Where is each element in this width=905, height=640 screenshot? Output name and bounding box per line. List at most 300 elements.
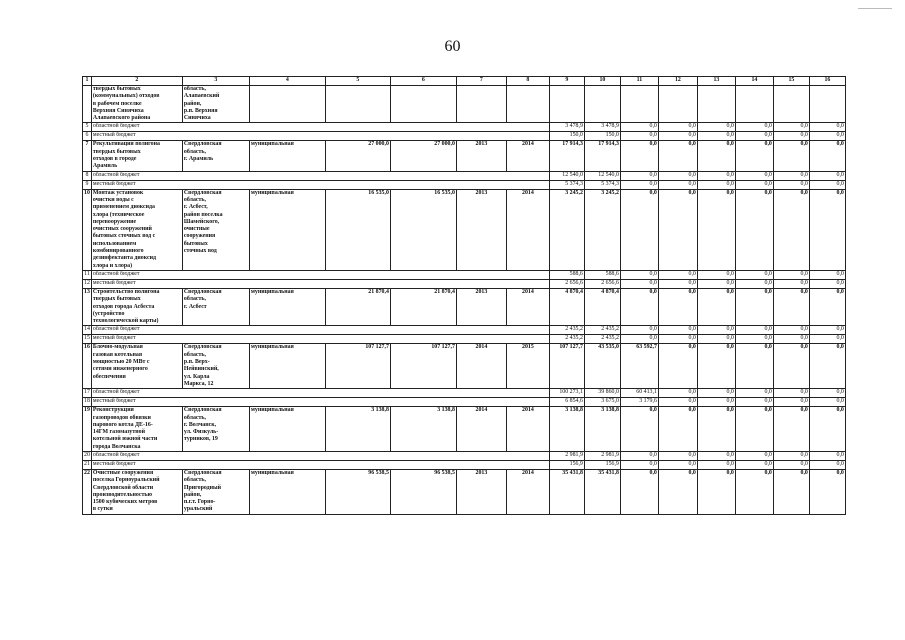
amount-cell: 0,0 xyxy=(697,180,735,189)
amount-cell: 0,0 xyxy=(773,189,809,270)
amount-cell: 0,0 xyxy=(735,171,773,180)
project-name-line: хлора (техническое xyxy=(92,211,145,218)
amount-cell: 0,0 xyxy=(735,270,773,279)
project-name-line: парового котла ДЕ-16- xyxy=(92,421,153,428)
amount-cell: 0,0 xyxy=(658,335,697,344)
amount-cell: 6 854,6 xyxy=(549,398,584,407)
amount-cell xyxy=(809,86,845,123)
amount-cell: 5 374,3 xyxy=(584,180,620,189)
amount-cell: 2 435,2 xyxy=(549,326,584,335)
header-cell: 10 xyxy=(584,77,620,86)
header-cell: 7 xyxy=(456,77,506,86)
amount-cell: 5 374,3 xyxy=(549,180,584,189)
amount-cell: 0,0 xyxy=(697,326,735,335)
amount-cell: 0,0 xyxy=(809,335,845,344)
amount-cell: 156,9 xyxy=(584,460,620,469)
amount-cell: 0,0 xyxy=(658,344,697,389)
amount-cell: 0,0 xyxy=(620,270,658,279)
location-line: г. Асбест, xyxy=(183,204,208,211)
budget-source-cell: областной бюджет xyxy=(91,171,549,180)
location-line: Пригородный xyxy=(183,484,222,491)
row-number-cell: 7 xyxy=(83,141,92,171)
budget-row xyxy=(83,398,846,407)
amount-cell: 0,0 xyxy=(809,407,845,452)
amount-cell: 0,0 xyxy=(773,123,809,132)
row-number-cell: 19 xyxy=(83,407,92,452)
amount-cell: 0,0 xyxy=(620,407,658,452)
ownership-cell: муниципальная xyxy=(249,189,325,270)
amount-cell: 0,0 xyxy=(735,469,773,514)
location-line: Свердловская xyxy=(183,407,222,414)
amount-cell: 0,0 xyxy=(658,279,697,288)
project-name-line: твердых бытовых xyxy=(92,86,141,92)
location-line: сооружения xyxy=(183,233,216,240)
amount-cell: 12 540,0 xyxy=(549,171,584,180)
ownership-cell: муниципальная xyxy=(249,407,325,452)
budget-source-cell: областной бюджет xyxy=(91,389,549,398)
amount-cell: 0,0 xyxy=(620,335,658,344)
amount-cell: 60 413,1 xyxy=(620,389,658,398)
amount-cell xyxy=(773,86,809,123)
amount-cell: 0,0 xyxy=(658,326,697,335)
amount-cell: 2 656,6 xyxy=(549,279,584,288)
amount-cell: 0,0 xyxy=(735,189,773,270)
amount-cell: 0,0 xyxy=(697,171,735,180)
amount-cell: 0,0 xyxy=(697,270,735,279)
row-number-cell xyxy=(83,86,92,123)
estimated-cost-cell: 16 535,0 xyxy=(325,189,390,270)
header-row xyxy=(83,77,846,86)
project-name-line: Очистные сооружения xyxy=(92,469,154,476)
project-name-line: (коммунальных) отходов xyxy=(92,93,160,100)
amount-cell xyxy=(697,86,735,123)
amount-cell: 150,0 xyxy=(584,132,620,141)
project-row xyxy=(83,288,846,325)
project-name-line: газовая котельная xyxy=(92,351,143,358)
top-rule xyxy=(858,8,892,9)
location-cell xyxy=(182,407,249,452)
amount-cell: 0,0 xyxy=(735,326,773,335)
budget-source-cell: местный бюджет xyxy=(91,132,549,141)
row-number-cell: 14 xyxy=(83,326,92,335)
header-cell: 13 xyxy=(697,77,735,86)
amount-cell: 35 431,8 xyxy=(549,469,584,514)
amount-cell: 2 435,2 xyxy=(584,326,620,335)
amount-cell: 150,0 xyxy=(549,132,584,141)
start-year-cell: 2013 xyxy=(456,141,506,171)
amount-cell: 0,0 xyxy=(735,141,773,171)
row-number-cell: 17 xyxy=(83,389,92,398)
amount-cell: 0,0 xyxy=(697,141,735,171)
project-name-line: 1500 кубических метров xyxy=(92,499,158,506)
location-line: Свердловская xyxy=(183,141,222,148)
row-number-cell: 10 xyxy=(83,189,92,270)
amount-cell: 0,0 xyxy=(809,469,845,514)
location-cell xyxy=(182,344,249,389)
project-name-line: Монтаж установок xyxy=(92,189,144,196)
location-cell xyxy=(182,141,249,171)
amount-cell: 17 914,3 xyxy=(584,141,620,171)
amount-cell: 0,0 xyxy=(697,469,735,514)
location-line: бытовых xyxy=(183,240,208,247)
ownership-cell: муниципальная xyxy=(249,344,325,389)
amount-cell: 0,0 xyxy=(809,288,845,325)
project-name-cell xyxy=(91,469,182,514)
amount-cell: 0,0 xyxy=(697,398,735,407)
amount-cell: 0,0 xyxy=(697,344,735,389)
location-line: р.п. Верхняя xyxy=(183,107,218,114)
amount-cell: 0,0 xyxy=(809,326,845,335)
amount-cell: 0,0 xyxy=(658,460,697,469)
ownership-cell: муниципальная xyxy=(249,141,325,171)
budget-source-cell: местный бюджет xyxy=(91,460,549,469)
amount-cell: 0,0 xyxy=(735,398,773,407)
budget-row xyxy=(83,279,846,288)
location-line: р.п. Верх- xyxy=(183,359,210,366)
amount-cell: 0,0 xyxy=(697,335,735,344)
location-line: ул. Карла xyxy=(183,373,210,380)
location-line: Свердловская xyxy=(183,288,222,295)
location-line: ул. Физкуль- xyxy=(183,429,219,436)
amount-cell: 3 675,0 xyxy=(584,398,620,407)
amount-cell: 4 870,4 xyxy=(584,288,620,325)
budget-row xyxy=(83,335,846,344)
location-line: г. Арамиль xyxy=(183,156,214,163)
project-name-line: Рекультивация полигона xyxy=(92,141,160,148)
amount-cell: 0,0 xyxy=(620,132,658,141)
page-number: 60 xyxy=(444,38,461,55)
start-year-cell: 2013 xyxy=(456,469,506,514)
location-line: район, xyxy=(183,100,202,107)
budget-source-cell: областной бюджет xyxy=(91,270,549,279)
remaining-cost-cell: 107 127,7 xyxy=(390,344,456,389)
start-year-cell: 2013 xyxy=(456,189,506,270)
project-name-line: твердых бытовых xyxy=(92,296,141,303)
estimated-cost-cell: 21 870,4 xyxy=(325,288,390,325)
ownership-cell: муниципальная xyxy=(249,469,325,514)
project-name-line: Арамиль xyxy=(92,163,118,170)
amount-cell: 0,0 xyxy=(658,389,697,398)
header-cell: 1 xyxy=(83,77,92,86)
amount-cell: 0,0 xyxy=(773,326,809,335)
budget-row xyxy=(83,270,846,279)
budget-row xyxy=(83,451,846,460)
location-cell xyxy=(182,189,249,270)
amount-cell: 0,0 xyxy=(809,398,845,407)
amount-cell: 0,0 xyxy=(809,270,845,279)
amount-cell xyxy=(620,86,658,123)
project-name-line: 14ГМ газомазутной xyxy=(92,429,146,436)
project-name-line: поселка Горноуральский xyxy=(92,477,160,484)
amount-cell: 588,6 xyxy=(549,270,584,279)
row-number-cell: 21 xyxy=(83,460,92,469)
project-name-line: очистки воды с xyxy=(92,196,134,203)
location-line: сточных вод xyxy=(183,248,217,255)
amount-cell: 0,0 xyxy=(809,279,845,288)
project-name-line: котельной южной части xyxy=(92,436,158,443)
amount-cell: 0,0 xyxy=(809,171,845,180)
project-name-line: очистных сооружений xyxy=(92,226,152,233)
row-number-cell: 22 xyxy=(83,469,92,514)
amount-cell: 0,0 xyxy=(697,123,735,132)
amount-cell: 0,0 xyxy=(773,279,809,288)
location-line: Свердловская xyxy=(183,344,222,351)
start-year-cell: 2013 xyxy=(456,288,506,325)
location-line: область, xyxy=(183,86,206,92)
budget-source-cell: областной бюджет xyxy=(91,123,549,132)
header-cell: 11 xyxy=(620,77,658,86)
budget-row xyxy=(83,180,846,189)
amount-cell: 0,0 xyxy=(658,189,697,270)
project-name-line: (устройство xyxy=(92,310,125,317)
end-year-cell xyxy=(506,86,549,123)
amount-cell: 588,6 xyxy=(584,270,620,279)
project-name-line: отходов в городе xyxy=(92,156,137,163)
amount-cell xyxy=(658,86,697,123)
budget-source-cell: местный бюджет xyxy=(91,180,549,189)
row-number-cell: 15 xyxy=(83,335,92,344)
project-name-line: применением диоксида xyxy=(92,204,155,211)
ownership-cell xyxy=(249,86,325,123)
amount-cell: 0,0 xyxy=(620,469,658,514)
budget-row xyxy=(83,171,846,180)
amount-cell: 3 245,2 xyxy=(549,189,584,270)
project-row xyxy=(83,344,846,389)
project-name-line: Верхняя Синячиха xyxy=(92,107,144,114)
end-year-cell: 2014 xyxy=(506,469,549,514)
budget-source-cell: местный бюджет xyxy=(91,398,549,407)
budget-row xyxy=(83,460,846,469)
budget-source-cell: областной бюджет xyxy=(91,326,549,335)
amount-cell: 17 914,3 xyxy=(549,141,584,171)
amount-cell: 0,0 xyxy=(658,288,697,325)
amount-cell: 0,0 xyxy=(809,451,845,460)
amount-cell: 0,0 xyxy=(735,123,773,132)
remaining-cost-cell: 16 535,0 xyxy=(390,189,456,270)
row-number-cell: 12 xyxy=(83,279,92,288)
amount-cell: 3 138,8 xyxy=(584,407,620,452)
amount-cell: 0,0 xyxy=(773,141,809,171)
amount-cell: 0,0 xyxy=(809,180,845,189)
remaining-cost-cell: 96 538,5 xyxy=(390,469,456,514)
project-name-cell xyxy=(91,189,182,270)
location-line: г. Волчанск, xyxy=(183,421,217,428)
project-name-line: бытовых сточных вод с xyxy=(92,233,156,240)
location-line: район, xyxy=(183,491,202,498)
location-line: область, xyxy=(183,351,206,358)
row-number-cell: 11 xyxy=(83,270,92,279)
header-cell: 8 xyxy=(506,77,549,86)
project-name-line: твердых бытовых xyxy=(92,148,141,155)
data-table xyxy=(82,76,846,515)
budget-row xyxy=(83,132,846,141)
amount-cell: 100 273,1 xyxy=(549,389,584,398)
header-cell: 4 xyxy=(249,77,325,86)
amount-cell: 0,0 xyxy=(773,389,809,398)
project-row xyxy=(83,189,846,270)
row-number-cell: 20 xyxy=(83,451,92,460)
amount-cell: 0,0 xyxy=(773,344,809,389)
project-row xyxy=(83,86,846,123)
location-line: область, xyxy=(183,414,206,421)
amount-cell: 0,0 xyxy=(658,451,697,460)
table-body xyxy=(83,77,846,515)
amount-cell: 0,0 xyxy=(620,189,658,270)
amount-cell: 3 245,2 xyxy=(584,189,620,270)
amount-cell: 0,0 xyxy=(809,189,845,270)
amount-cell: 0,0 xyxy=(658,141,697,171)
location-line: Шамейского, xyxy=(183,218,220,225)
project-name-line: использованием xyxy=(92,240,137,247)
amount-cell: 0,0 xyxy=(773,460,809,469)
location-cell xyxy=(182,86,249,123)
amount-cell xyxy=(735,86,773,123)
project-name-line: дезинфектанта диоксид xyxy=(92,255,156,262)
budget-source-cell: местный бюджет xyxy=(91,335,549,344)
estimated-cost-cell: 3 138,8 xyxy=(325,407,390,452)
amount-cell: 156,9 xyxy=(549,460,584,469)
project-name-cell xyxy=(91,141,182,171)
header-cell: 5 xyxy=(325,77,390,86)
amount-cell: 0,0 xyxy=(735,389,773,398)
amount-cell: 0,0 xyxy=(735,407,773,452)
amount-cell: 0,0 xyxy=(697,189,735,270)
amount-cell: 0,0 xyxy=(735,279,773,288)
amount-cell: 0,0 xyxy=(773,469,809,514)
header-cell: 12 xyxy=(658,77,697,86)
project-name-line: сетями инженерного xyxy=(92,366,148,373)
header-cell: 14 xyxy=(735,77,773,86)
amount-cell: 3 478,9 xyxy=(584,123,620,132)
location-line: п.г.т. Горно- xyxy=(183,499,216,506)
amount-cell: 0,0 xyxy=(735,180,773,189)
project-name-line: Свердловской области xyxy=(92,484,154,491)
amount-cell: 2 435,2 xyxy=(584,335,620,344)
amount-cell: 0,0 xyxy=(658,270,697,279)
amount-cell: 0,0 xyxy=(809,389,845,398)
amount-cell: 0,0 xyxy=(697,460,735,469)
end-year-cell: 2014 xyxy=(506,288,549,325)
amount-cell: 0,0 xyxy=(735,451,773,460)
amount-cell: 0,0 xyxy=(735,344,773,389)
remaining-cost-cell: 21 870,4 xyxy=(390,288,456,325)
amount-cell: 0,0 xyxy=(658,171,697,180)
header-cell: 6 xyxy=(390,77,456,86)
project-name-line: газопроводов обвязки xyxy=(92,414,151,421)
amount-cell: 3 138,8 xyxy=(549,407,584,452)
amount-cell: 0,0 xyxy=(658,407,697,452)
amount-cell: 0,0 xyxy=(620,451,658,460)
amount-cell: 0,0 xyxy=(773,398,809,407)
row-number-cell: 8 xyxy=(83,171,92,180)
amount-cell: 0,0 xyxy=(697,288,735,325)
amount-cell: 0,0 xyxy=(773,180,809,189)
amount-cell: 3 179,6 xyxy=(620,398,658,407)
project-name-line: в рабочем поселке xyxy=(92,100,142,107)
amount-cell xyxy=(584,86,620,123)
amount-cell: 0,0 xyxy=(735,132,773,141)
header-cell: 16 xyxy=(809,77,845,86)
amount-cell: 0,0 xyxy=(773,451,809,460)
end-year-cell: 2014 xyxy=(506,189,549,270)
budget-source-cell: областной бюджет xyxy=(91,451,549,460)
amount-cell: 0,0 xyxy=(809,460,845,469)
project-name-line: производительностью xyxy=(92,491,152,498)
amount-cell: 0,0 xyxy=(697,407,735,452)
estimated-cost-cell: 107 127,7 xyxy=(325,344,390,389)
amount-cell: 2 656,6 xyxy=(584,279,620,288)
row-number-cell: 18 xyxy=(83,398,92,407)
location-line: очистные xyxy=(183,226,210,233)
row-number-cell: 16 xyxy=(83,344,92,389)
location-line: г. Асбест xyxy=(183,303,207,310)
amount-cell: 0,0 xyxy=(697,389,735,398)
amount-cell: 0,0 xyxy=(735,335,773,344)
budget-row xyxy=(83,123,846,132)
amount-cell: 0,0 xyxy=(809,141,845,171)
amount-cell: 0,0 xyxy=(620,279,658,288)
project-name-line: перевооружение xyxy=(92,218,137,225)
amount-cell: 0,0 xyxy=(620,288,658,325)
estimated-cost-cell xyxy=(325,86,390,123)
location-line: Синячиха xyxy=(183,115,211,122)
amount-cell: 0,0 xyxy=(697,279,735,288)
remaining-cost-cell: 3 138,8 xyxy=(390,407,456,452)
amount-cell: 4 870,4 xyxy=(549,288,584,325)
project-row xyxy=(83,141,846,171)
amount-cell: 0,0 xyxy=(809,123,845,132)
project-name-line: мощностью 20 МВт с xyxy=(92,359,150,366)
location-line: Свердловская xyxy=(183,189,222,196)
end-year-cell: 2015 xyxy=(506,344,549,389)
ownership-cell: муниципальная xyxy=(249,288,325,325)
estimated-cost-cell: 27 000,0 xyxy=(325,141,390,171)
project-name-line: технологической карты) xyxy=(92,318,159,325)
location-line: область, xyxy=(183,196,206,203)
project-name-line: Реконструкция xyxy=(92,407,134,414)
amount-cell: 0,0 xyxy=(620,123,658,132)
location-line: Нейвинский, xyxy=(183,366,219,373)
row-number-cell: 6 xyxy=(83,132,92,141)
amount-cell: 12 540,0 xyxy=(584,171,620,180)
project-name-line: Блочно-модульная xyxy=(92,344,143,351)
location-line: область, xyxy=(183,477,206,484)
location-line: Алапаевский xyxy=(183,93,220,100)
location-line: Свердловская xyxy=(183,469,222,476)
amount-cell: 0,0 xyxy=(658,123,697,132)
project-name-line: отходов города Асбеста xyxy=(92,303,155,310)
amount-cell: 0,0 xyxy=(773,270,809,279)
location-line: область, xyxy=(183,148,206,155)
row-number-cell: 5 xyxy=(83,123,92,132)
amount-cell: 0,0 xyxy=(697,451,735,460)
location-line: уральский xyxy=(183,506,213,513)
project-name-line: Строительство полигона xyxy=(92,288,160,295)
amount-cell: 35 431,8 xyxy=(584,469,620,514)
amount-cell: 0,0 xyxy=(809,132,845,141)
project-name-line: хлора и хлора) xyxy=(92,262,133,269)
start-year-cell: 2014 xyxy=(456,344,506,389)
amount-cell: 3 478,9 xyxy=(549,123,584,132)
amount-cell: 0,0 xyxy=(620,460,658,469)
amount-cell xyxy=(549,86,584,123)
amount-cell: 0,0 xyxy=(658,180,697,189)
amount-cell: 0,0 xyxy=(697,132,735,141)
amount-cell: 2 435,2 xyxy=(549,335,584,344)
header-cell: 2 xyxy=(91,77,182,86)
project-name-line: города Волчанска xyxy=(92,443,141,450)
amount-cell: 0,0 xyxy=(773,407,809,452)
